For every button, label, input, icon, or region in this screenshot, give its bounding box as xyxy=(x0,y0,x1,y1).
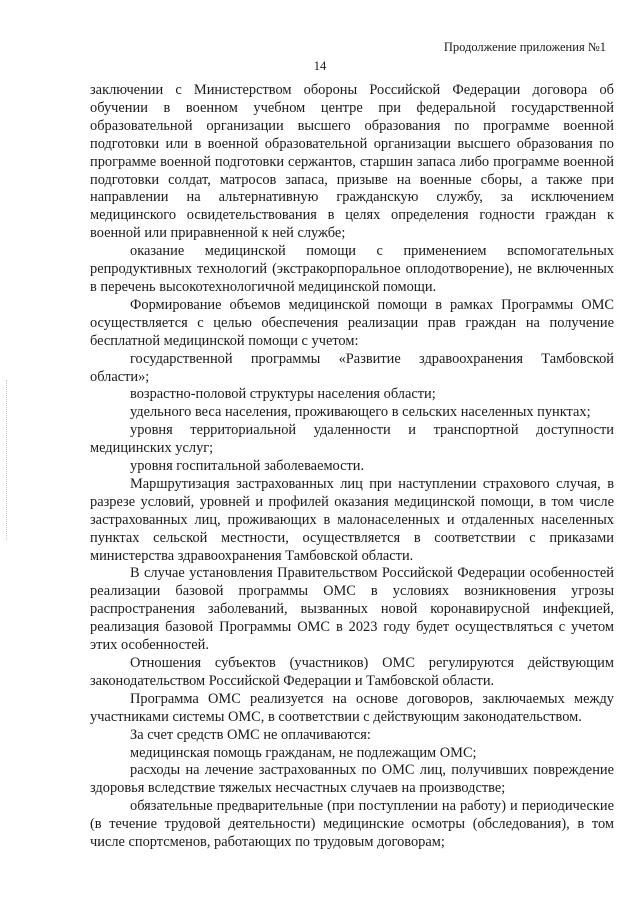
paragraph: В случае установления Правительством Российской Федерации особенностей реализации базовой программы ОМС в условиях возникновения угрозы распространения заболеваний, вызванных новой коронавирусной инфекцией, реализация базовой Программы ОМС в 2023 году будет осуществляться с учетом этих особенностей. xyxy=(90,565,614,654)
appendix-continuation-note: Продолжение приложения №1 xyxy=(443,40,606,54)
paragraph: удельного веса населения, проживающего в сельских населенных пунктах; xyxy=(130,404,591,421)
paragraph: государственной программы «Развитие здравоохранения Тамбовской области»; xyxy=(90,350,614,385)
binding-margin-marks xyxy=(6,380,10,540)
paragraph: обязательные предварительные (при поступлении на работу) и периодические (в течение трудовой деятельности) медицинские осмотры (обследования), в том числе спортсменов, работающих по трудовым договорам; xyxy=(90,798,614,851)
paragraph: Отношения субъектов (участников) ОМС регулируются действующим законодательством Российской Федерации и Тамбовской области. xyxy=(90,655,614,689)
page-number: 14 xyxy=(313,59,327,73)
paragraph: уровня территориальной удаленности и транспортной доступности медицинских услуг; xyxy=(90,422,614,457)
paragraph: Маршрутизация застрахованных лиц при наступлении страхового случая, в разрезе условий, уровней и профилей оказания медицинской помощи, в том числе застрахованных лиц, проживающих в малонаселенных и отдаленных населенных пунктах сельской местности, осуществляется в соответствии с приказами министерства здравоохранения Тамбовской области. xyxy=(90,475,614,564)
paragraph: За счет средств ОМС не оплачиваются: xyxy=(130,726,371,743)
paragraph: Программа ОМС реализуется на основе договоров, заключаемых между участниками системы ОМС, в соответствии с действующим законодательством. xyxy=(90,690,614,725)
paragraph: уровня госпитальной заболеваемости. xyxy=(130,458,365,475)
paragraph: медицинская помощь гражданам, не подлежащим ОМС; xyxy=(130,744,477,761)
paragraph: возрастно-половой структуры населения области; xyxy=(130,386,436,403)
document-body xyxy=(90,82,614,852)
paragraph: оказание медицинской помощи с применением вспомогательных репродуктивных технологий (экстракорпоральное оплодотворение), не включенных в перечень высокотехнологичной медицинской помощи. xyxy=(90,243,614,295)
paragraph: расходы на лечение застрахованных по ОМС лиц, получивших повреждение здоровья вследствие тяжелых несчастных случаев на производстве; xyxy=(90,762,614,797)
paragraph: Формирование объемов медицинской помощи в рамках Программы ОМС осуществляется с целью обеспечения реализации прав граждан на получение бесплатной медицинской помощи с учетом: xyxy=(90,296,614,349)
paragraph: заключении с Министерством обороны Российской Федерации договора об обучении в военном учебном центре при федеральной государственной образовательной организации высшего образования по программе военной подготовки или в военной образовательной организации высшего образования по программе военной подготовки сержантов, старшин запаса либо программе военной подготовки солдат, матросов запаса, призыве на военные сборы, а также при направлении на альтернативную гражданскую службу, за исключением медицинского освидетельствования в целях определения годности граждан к военной или приравненной к ней службе; xyxy=(90,82,614,242)
